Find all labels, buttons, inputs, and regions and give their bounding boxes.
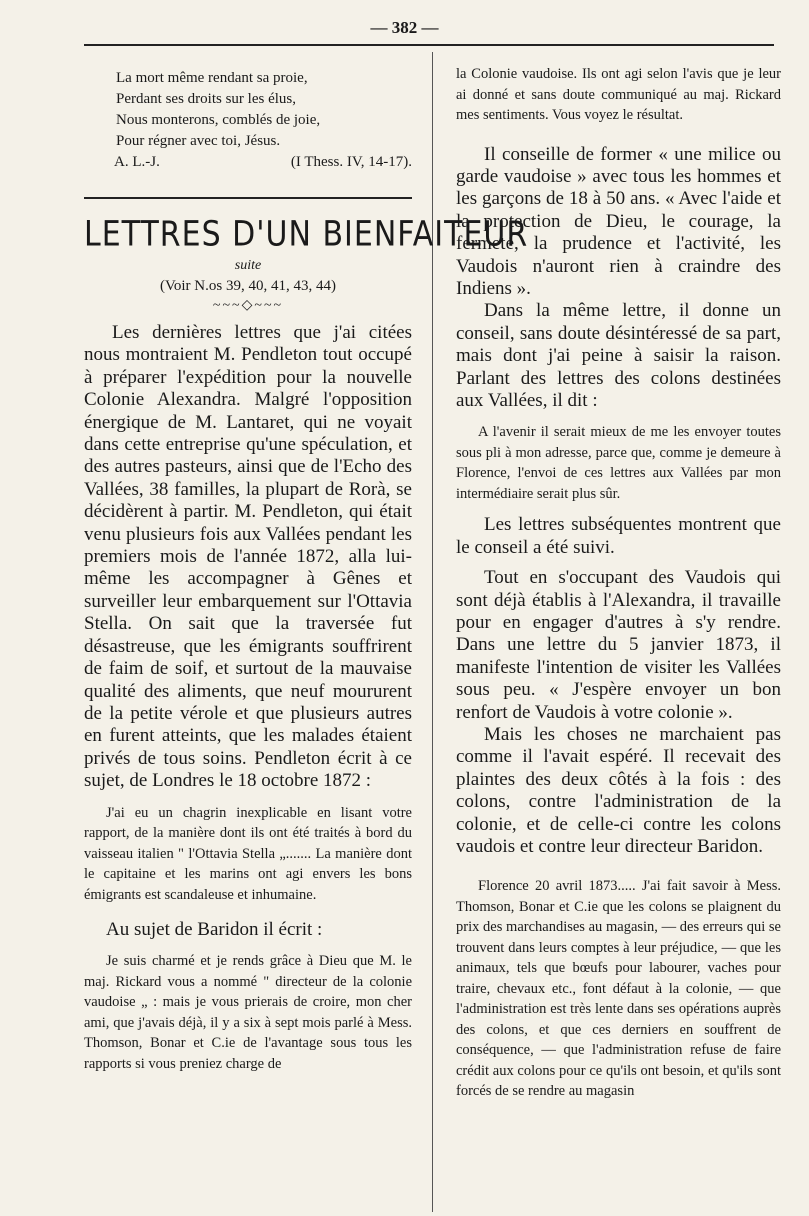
article-subtitle: suite (234, 258, 262, 273)
paragraph: Mais les choses ne marchaient pas comme il l'avait espéré. Il recevait des plaintes des deux côtés à la fois : des colons, contre l'administration de la colonie, et de celle-ci contre les colons vaudois et contre leur directeur Baridon. (456, 724, 781, 858)
poem-line: Pour régner avec toi, Jésus. (116, 133, 281, 149)
quote-block: J'ai eu un chagrin inexplicable en lisant votre rapport, de la manière dont ils ont été traités à bord du vaisseau italien " l'Ottavia Stella „....... La manière dont le capitaine et les marins ont agi envers les bons émigrants est scandaleuse et inhumaine. (84, 804, 412, 903)
poem-reference: (I Thess. IV, 14-17). (290, 154, 412, 170)
poem-line: La mort même rendant sa proie, (116, 70, 308, 86)
quote-block: la Colonie vaudoise. Ils ont agi selon l'avis que je leur ai donné et sans doute communiqué au maj. Rickard mes sentiments. Vous voyez le résultat. (456, 66, 781, 123)
ornament-divider: ~~~◇~~~ (212, 298, 284, 313)
header-rule (84, 44, 774, 46)
poem-line: Perdant ses droits sur les élus, (116, 91, 296, 107)
sub-heading: Au sujet de Baridon il écrit : (106, 919, 323, 941)
poem-author: A. L.-J. (114, 154, 160, 170)
poem (84, 68, 412, 152)
poem-signature (84, 154, 412, 171)
article-title: LETTRES D'UN BIENFAITEUR (84, 214, 529, 255)
quote-block: Je suis charmé et je rends grâce à Dieu que M. le maj. Rickard vous a nommé " directeur de la colonie vaudoise „ : mais je vous prierais de croire, mon cher ami, que j'avais déjà, il y a six à sept mois parlé à Mess. Thomson, Bonar et C.ie de l'avantage sous tous les rapports si vous preniez charge de (84, 953, 412, 1072)
paragraph: Les dernières lettres que j'ai citées nous montraient M. Pendleton tout occupé à préparer l'expédition pour la nouvelle Colonie Alexandra. Malgré l'opposition énergique de M. Lantaret, qui ne voyait dans cette entreprise qu'une spéculation, et des autres pasteurs, ainsi que de l'Echo des Vallées, 38 familles, la plupart de Rorà, se décidèrent à partir. M. Pendleton, qui était venu plusieurs fois aux Vallées pendant les premiers mois de l'année 1872, alla lui-même les accompagner à Gênes et surveiller leur embarquement sur l'Ottavia Stella. On sait que la traversée fut désastreuse, que les émigrants souffrirent de faim de soif, et surtout de la mauvaise qualité des aliments, que neuf moururent de la petite vérole et que plusieurs autres en furent atteints, que les malades étaient privés de tous soins. Pendleton écrit à ce sujet, de Londres le 18 octobre 1872 : (84, 322, 412, 792)
paragraph: Les lettres subséquentes montrent que le conseil a été suivi. (456, 514, 781, 558)
section-rule (84, 197, 412, 199)
paragraph: Tout en s'occupant des Vaudois qui sont déjà établis à l'Alexandra, il travaille pour en engager d'autres à s'y rendre. Dans une lettre du 5 janvier 1873, il manifeste l'intention de visiter les Vallées sous peu. « J'espère envoyer un bon renfort de Vaudois à votre colonie ». (456, 567, 781, 723)
page-number: — 382 — (370, 18, 439, 37)
left-column (84, 60, 529, 1084)
paragraph: Il conseille de former « une milice ou garde vaudoise » avec tous les hommes et les garçons de 18 à 50 ans. « Avec l'aide et la protection de Dieu, le courage, la fermeté, la prudence et l'activité, les Vaudois n'auront rien à craindre des Indiens ». (456, 143, 781, 299)
poem-line: Nous monterons, comblés de joie, (116, 112, 321, 128)
quote-block: A l'avenir il serait mieux de me les envoyer toutes sous pli à mon adresse, parce que, comme je demeure à Florence, l'envoi de ces lettres aux Vallées par mon intermédiaire serait plus sûr. (456, 424, 781, 502)
paragraph: Dans la même lettre, il donne un conseil, sans doute désintéressé de sa part, mais dont j'ai peine à saisir la raison. Parlant des lettres des colons destinées aux Vallées, il dit : (456, 300, 781, 411)
article-reference: (Voir N.os 39, 40, 41, 43, 44) (160, 278, 336, 294)
quote-block: Florence 20 avril 1873..... J'ai fait savoir à Mess. Thomson, Bonar et C.ie que les colons se plaignent du prix des marchandises au magasin, — des erreurs qui se trouvent dans leurs comptes à leur préjudice, — que les animaux, tels que bœufs pour labourer, vaches pour traire, chevaux etc., font défaut à la colonie, — que l'administration est très lente dans ses opérations auprès des colons, et que ces derniers en souffrent de conséquence, — que l'administration refuse de faire crédit aux colons pour ce qu'ils ont besoin, et qu'ils sont forcés de se rendre au magasin (456, 878, 781, 1100)
right-column (456, 60, 781, 1112)
